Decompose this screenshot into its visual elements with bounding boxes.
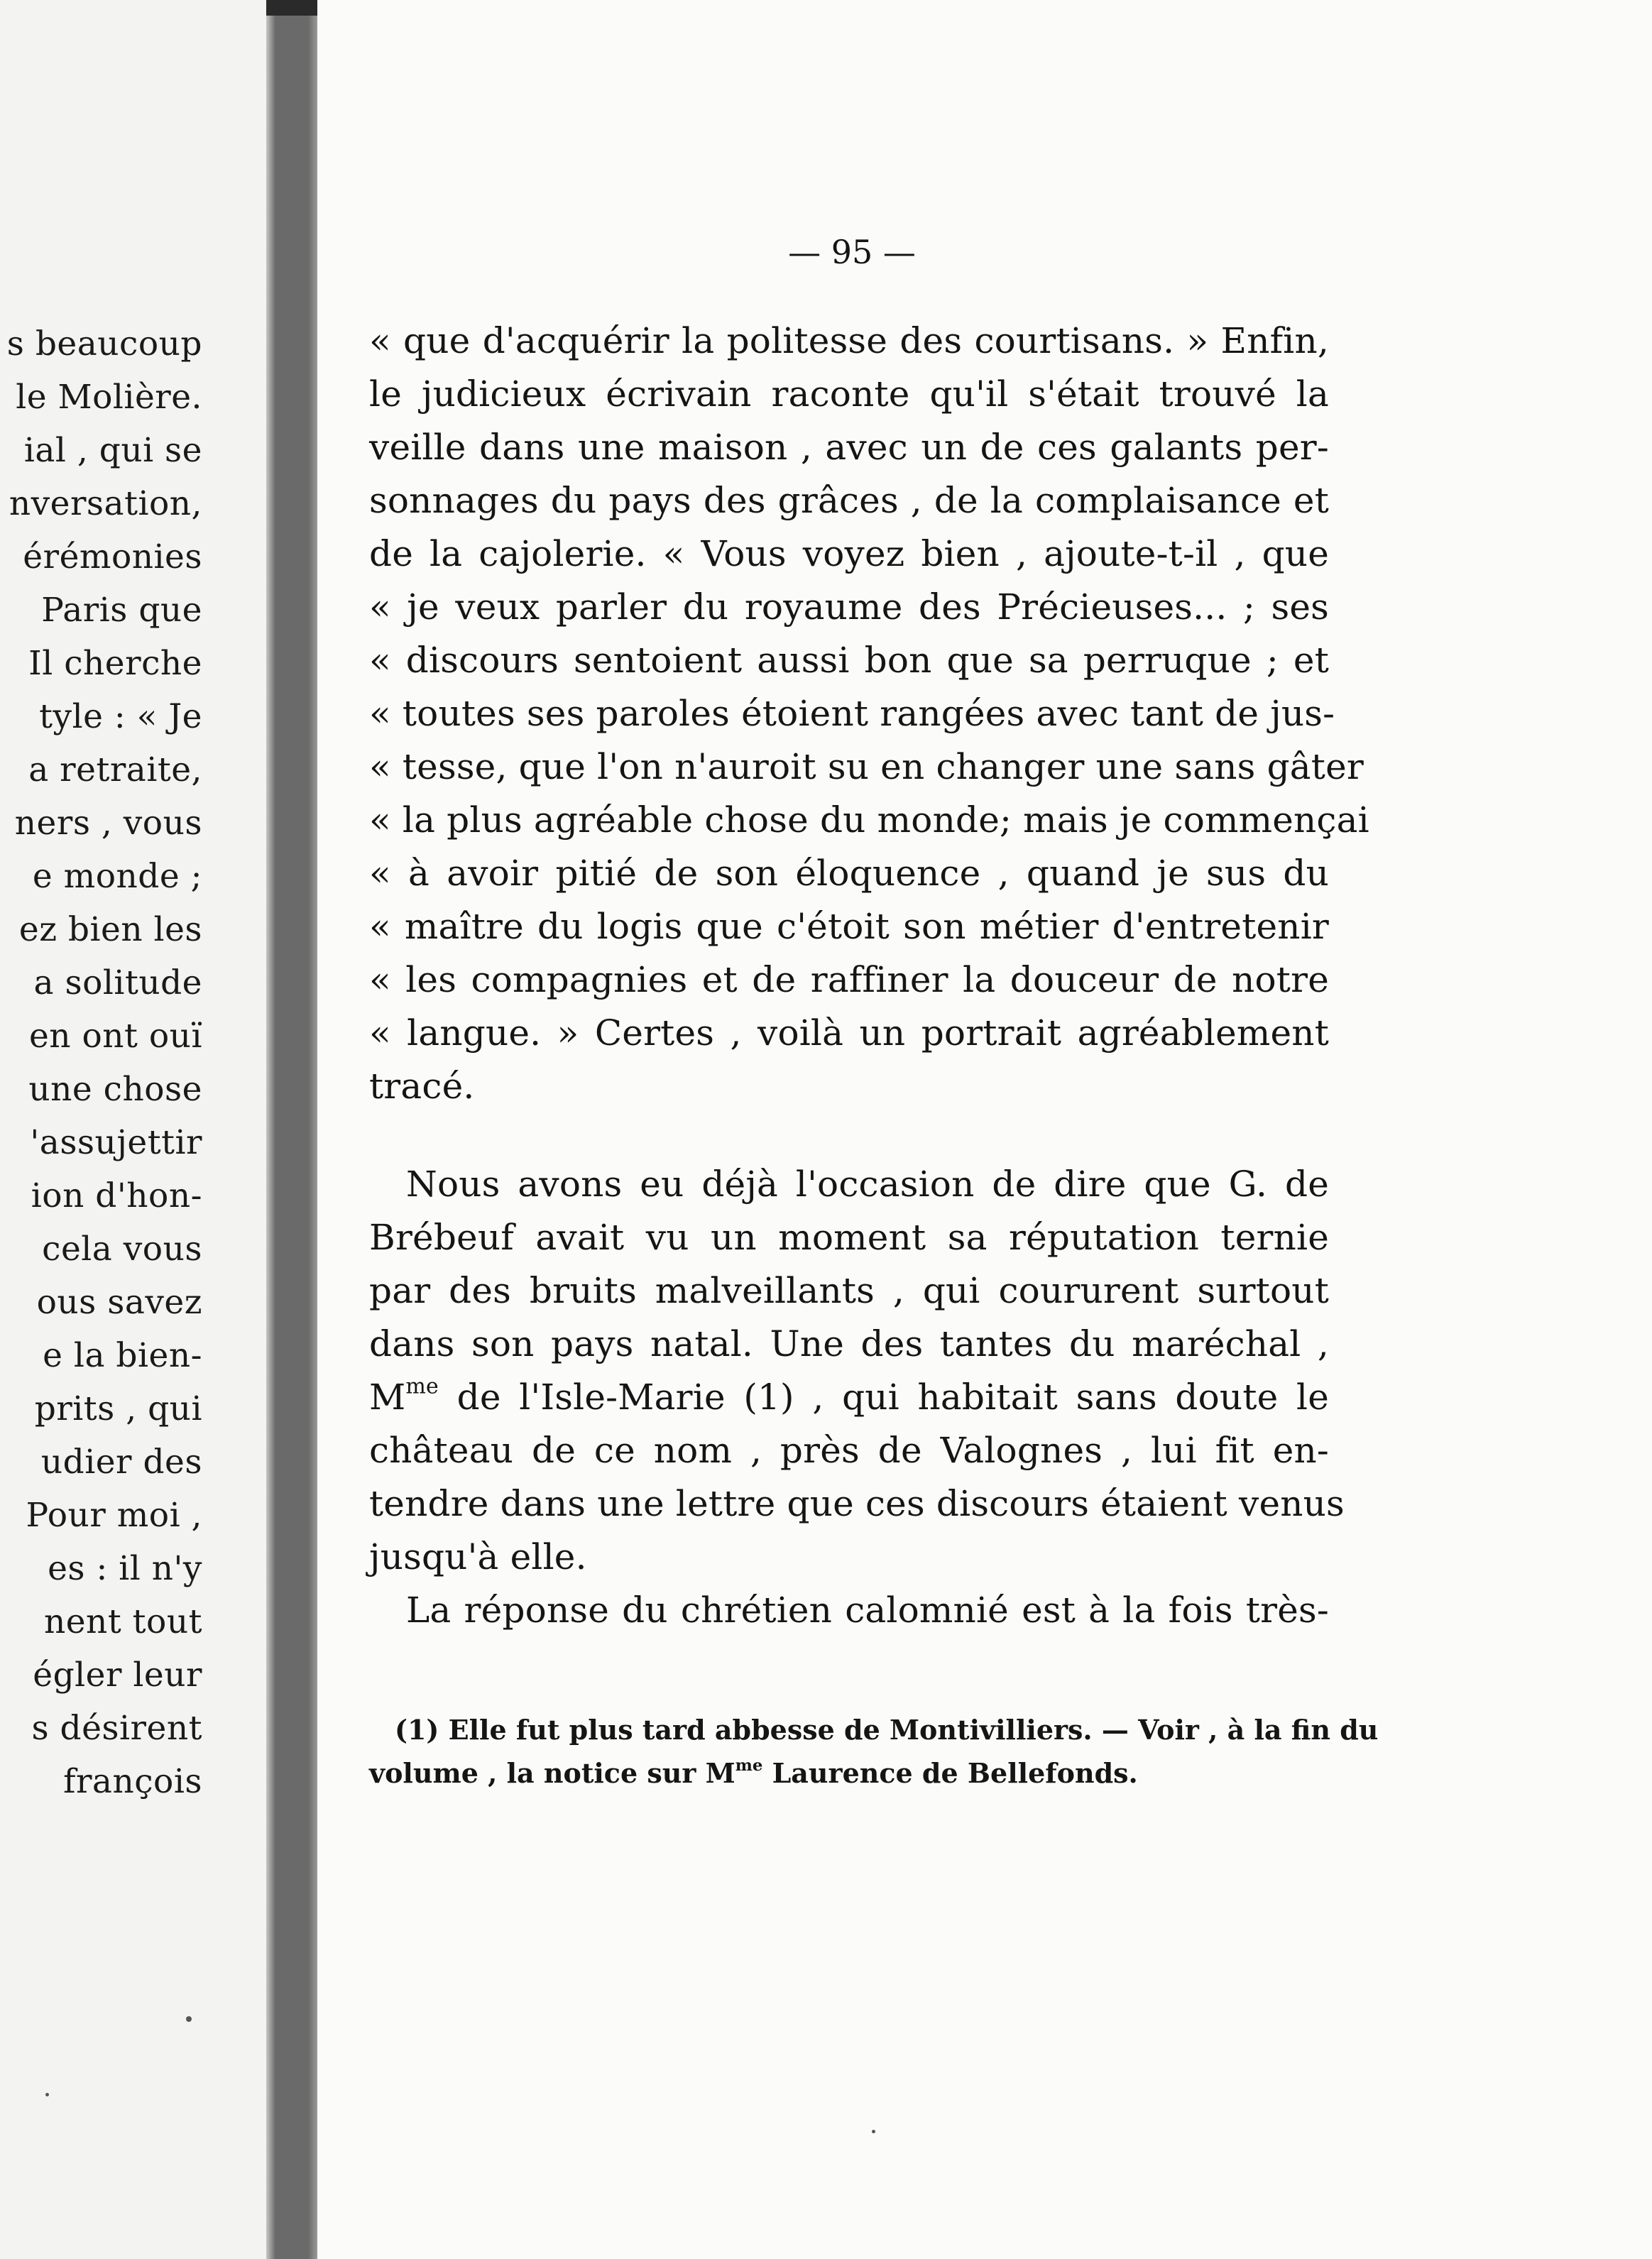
left-line: égler leur [33,1656,202,1695]
footnote-line: volume , la notice sur $M^{me}$ Laurence de Bellefonds. [369,1756,1138,1789]
left-line: a solitude [33,963,202,1002]
left-line: ez bien les [18,910,202,949]
left-line: ial , qui se [23,431,202,470]
body-line: « maître du logis que c'étoit son métier d'entretenir [369,906,1329,947]
left-line: s désirent [31,1709,202,1748]
body-line: de la cajolerie. « Vous voyez bien , ajoute-t-il , que [369,533,1329,574]
left-line: Pour moi , [26,1496,202,1535]
body-line: « que d'acquérir la politesse des courtisans. » Enfin, [369,320,1329,361]
left-line: udier des [40,1443,202,1482]
left-line: une chose [28,1070,202,1109]
left-line: nent tout [43,1602,202,1641]
body-line: « discours sentoient aussi bon que sa perruque ; et [369,640,1329,681]
book-spine [266,0,317,2259]
left-line: es : il n'y [48,1549,202,1588]
body-line: tendre dans une lettre que ces discours étaient venus [369,1483,1345,1524]
body-line: $M^{me}$ de l'Isle-Marie (1) , qui habitait sans doute le [369,1374,1329,1418]
body-line: « je veux parler du royaume des Précieuses... ; ses [369,586,1329,628]
left-line: prits , qui [34,1389,202,1428]
left-line: e la bien- [43,1336,202,1375]
body-line: par des bruits malveillants , qui coururent surtout [369,1270,1329,1311]
spine-edge [266,0,317,16]
body-line: « tesse, que l'on n'auroit su en changer une sans gâter [369,746,1364,787]
left-line: s beaucoup [6,324,202,363]
body-line: La réponse du chrétien calomnié est à la fois très- [406,1590,1329,1631]
left-line: nversation, [9,484,202,523]
body-line: le judicieux écrivain raconte qu'il s'était trouvé la [369,373,1329,415]
body-line: « la plus agréable chose du monde; mais je commençai [369,799,1369,841]
left-page-fragment [0,0,266,2259]
left-line: Paris que [41,591,202,630]
body-line: jusqu'à elle. [369,1536,587,1577]
left-line: tyle : « Je [39,697,202,736]
body-line: « toutes ses paroles étoient rangées avec tant de jus- [369,693,1335,734]
left-line: a retraite, [28,750,202,789]
body-line: Nous avons eu déjà l'occasion de dire que G. de [406,1164,1329,1205]
body-line: sonnages du pays des grâces , de la complaisance et [369,480,1329,521]
left-line: le Molière. [16,378,202,417]
ink-speck [45,2093,49,2096]
left-line: ion d'hon- [31,1176,202,1215]
left-line: érémonies [23,537,202,576]
body-line: « à avoir pitié de son éloquence , quand je sus du [369,853,1329,894]
body-line: dans son pays natal. Une des tantes du maréchal , [369,1323,1329,1364]
left-line: en ont ouï [28,1017,202,1056]
footnote-line: (1) Elle fut plus tard abbesse de Montivilliers. — Voir , à la fin du [395,1714,1379,1746]
left-line: e monde ; [32,857,202,896]
body-line: veille dans une maison , avec un de ces galants per- [369,427,1329,468]
body-line: château de ce nom , près de Valognes , lui fit en- [369,1430,1329,1471]
body-line: « langue. » Certes , voilà un portrait agréablement [369,1012,1329,1054]
page-number: — 95 — [788,233,916,271]
left-line: ners , vous [14,804,202,843]
left-line: françois [63,1762,202,1801]
body-line: Brébeuf avait vu un moment sa réputation ternie [369,1217,1329,1258]
body-line: « les compagnies et de raffiner la douceur de notre [369,959,1329,1000]
left-line: cela vous [42,1230,202,1269]
ink-speck [872,2130,875,2133]
body-line: tracé. [369,1066,475,1107]
left-line: 'assujettir [30,1123,202,1162]
ink-speck [186,2016,192,2022]
left-line: ous savez [36,1283,202,1322]
left-line: Il cherche [28,644,202,683]
